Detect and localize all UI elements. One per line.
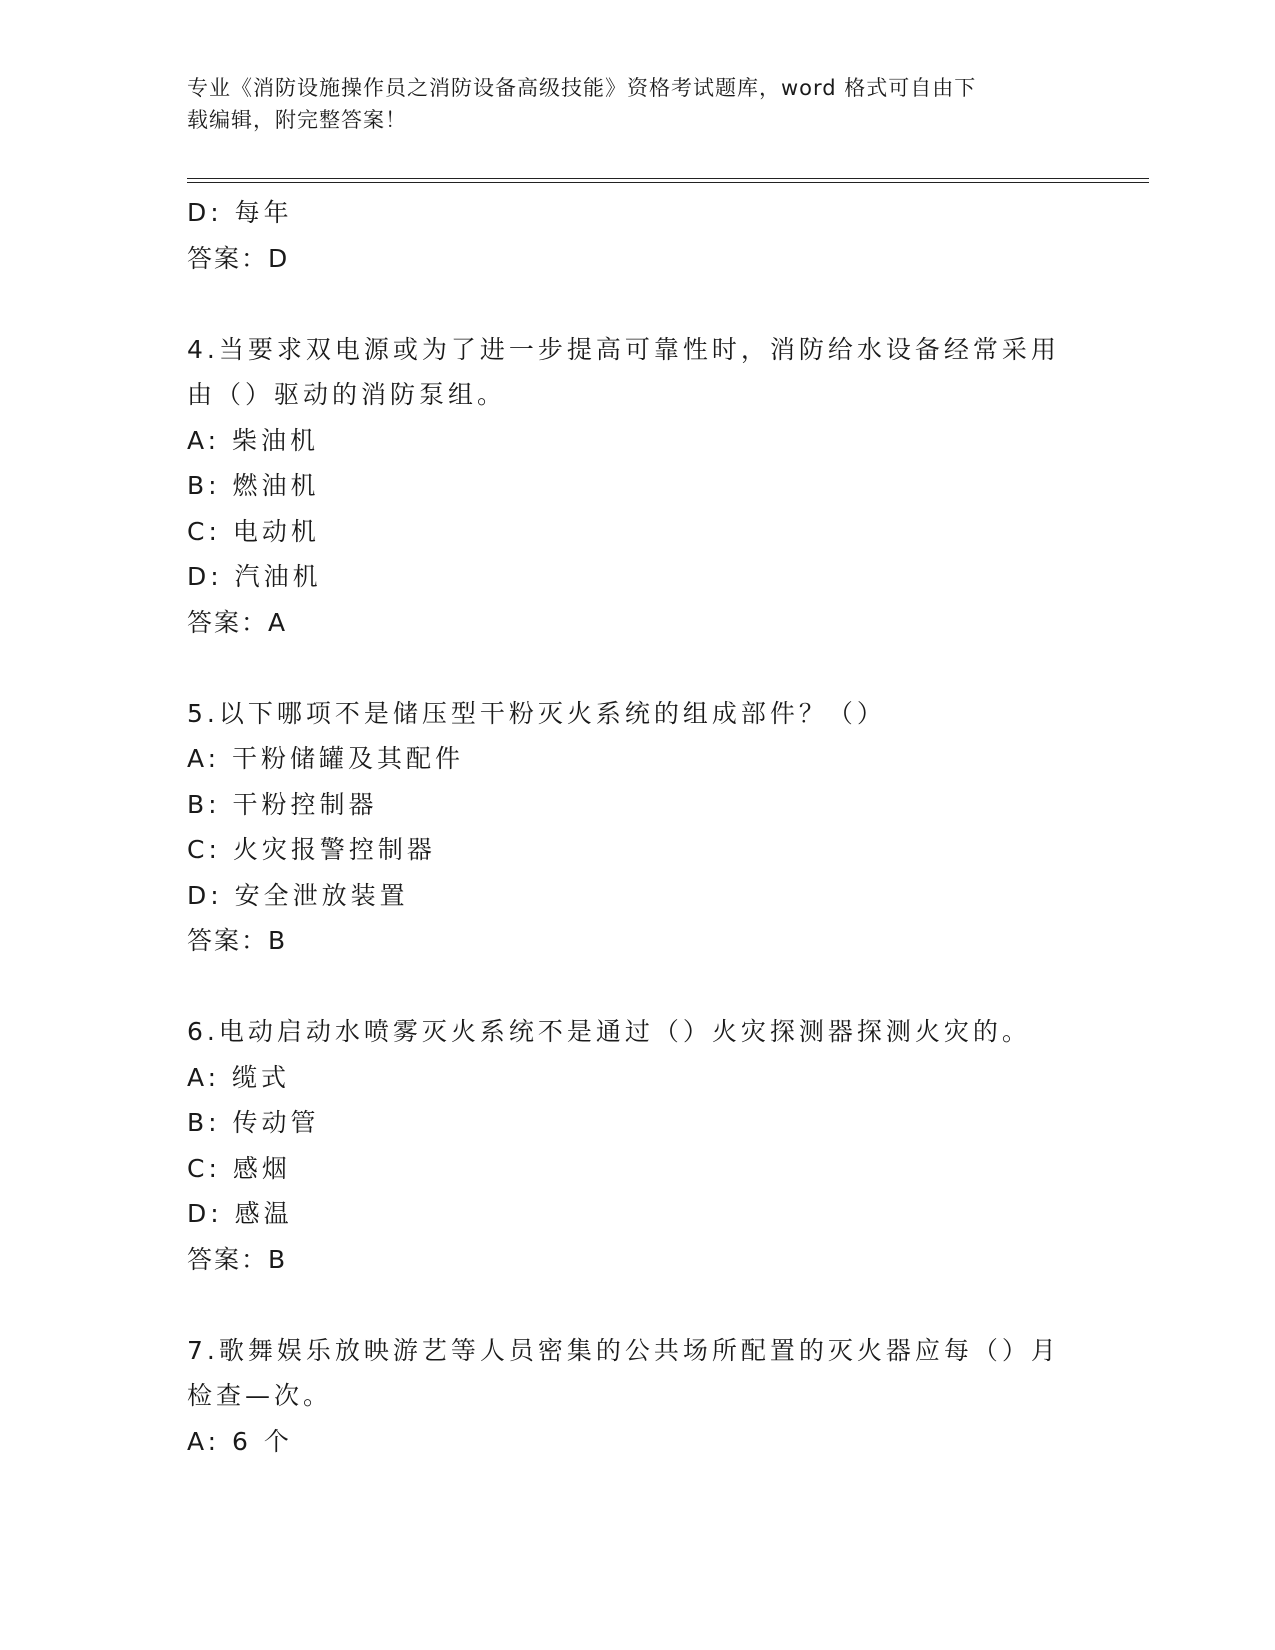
q6-answer: 答案：B	[187, 1244, 288, 1274]
spacer	[187, 281, 1087, 327]
q5-stem-line-1: 5.以下哪项不是储压型干粉灭火系统的组成部件？（）	[187, 698, 886, 728]
q6-option-d: D: 感温	[187, 1199, 293, 1228]
header-line-2: 载编辑，附完整答案！	[187, 108, 407, 132]
q6-option-b: B: 传动管	[187, 1108, 320, 1137]
q5-option-a: A: 干粉储罐及其配件	[187, 744, 465, 773]
spacer	[187, 1282, 1087, 1328]
question-list	[187, 190, 1087, 1464]
q5-answer: 答案：B	[187, 926, 288, 955]
q4-answer: 答案：A	[187, 607, 288, 637]
q4-option-a: A: 柴油机	[187, 425, 320, 455]
q5-option-d: D: 安全泄放装置	[187, 880, 409, 910]
q7-stem-line-1: 7.歌舞娱乐放映游艺等人员密集的公共场所配置的灭火器应每（）月	[187, 1335, 1060, 1365]
q7-option-a: A: 6 个	[187, 1426, 293, 1456]
header-divider-top	[187, 178, 1149, 179]
q5-option-b: B: 干粉控制器	[187, 789, 378, 819]
spacer	[187, 964, 1087, 1010]
q6-stem-line-1: 6.电动启动水喷雾灭火系统不是通过（）火灾探测器探测火灾的。	[187, 1017, 1031, 1046]
document-header	[187, 72, 1067, 136]
q4-option-d: D: 汽油机	[187, 562, 322, 591]
header-line-1: 专业《消防设施操作员之消防设备高级技能》资格考试题库，word 格式可自由下	[187, 76, 977, 100]
header-divider-bottom	[187, 182, 1149, 183]
q7-stem-line-2: 检查—次。	[187, 1381, 333, 1410]
q4-stem-line-1: 4.当要求双电源或为了进一步提高可靠性时，消防给水设备经常采用	[187, 334, 1060, 364]
q3-option-d: D: 每年	[187, 198, 293, 227]
q6-option-c: C: 感烟	[187, 1153, 291, 1183]
q6-option-a: A: 缆式	[187, 1062, 291, 1092]
q4-stem-line-2: 由（）驱动的消防泵组。	[187, 380, 507, 409]
q4-option-c: C: 电动机	[187, 516, 320, 546]
q3-answer: 答案：D	[187, 243, 290, 273]
spacer	[187, 645, 1087, 691]
q4-option-b: B: 燃油机	[187, 471, 320, 500]
q5-option-c: C: 火灾报警控制器	[187, 835, 436, 864]
